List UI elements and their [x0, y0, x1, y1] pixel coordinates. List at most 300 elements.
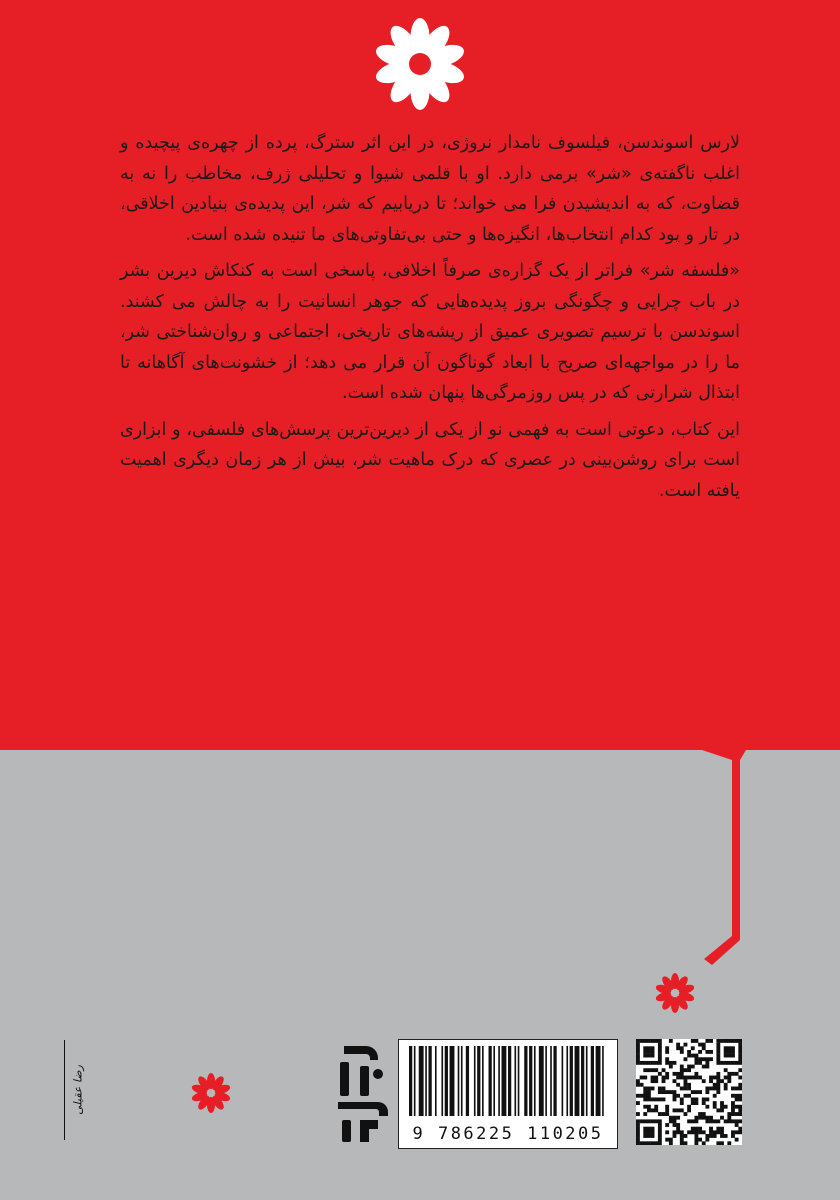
- barcode-bar: [508, 1046, 511, 1116]
- qr-module: [665, 1061, 669, 1065]
- barcode-bar: [498, 1046, 500, 1116]
- qr-module: [680, 1076, 684, 1080]
- qr-module: [647, 1050, 651, 1054]
- qr-module: [680, 1050, 684, 1054]
- qr-module: [643, 1076, 647, 1080]
- qr-module: [705, 1039, 709, 1043]
- barcode-bar: [562, 1046, 564, 1116]
- qr-module: [702, 1101, 706, 1105]
- barcode-bar: [461, 1046, 463, 1116]
- qr-module: [676, 1094, 680, 1098]
- qr-module: [680, 1046, 684, 1050]
- qr-module: [636, 1046, 640, 1050]
- qr-module: [738, 1061, 742, 1065]
- qr-module: [636, 1138, 640, 1142]
- qr-module: [647, 1127, 651, 1131]
- qr-module: [640, 1083, 644, 1087]
- barcode-bar: [514, 1046, 516, 1116]
- qr-module: [658, 1054, 662, 1058]
- qr-module: [658, 1134, 662, 1138]
- qr-module: [691, 1119, 695, 1123]
- qr-module: [705, 1090, 709, 1094]
- qr-module: [658, 1127, 662, 1131]
- qr-module: [654, 1097, 658, 1101]
- qr-module: [640, 1039, 644, 1043]
- qr-module: [716, 1061, 720, 1065]
- qr-module: [651, 1061, 655, 1065]
- barcode-bar: [502, 1046, 507, 1116]
- qr-module: [651, 1079, 655, 1083]
- qr-module: [673, 1123, 677, 1127]
- qr-module: [720, 1134, 724, 1138]
- barcode-bar: [441, 1046, 443, 1116]
- qr-module: [684, 1087, 688, 1091]
- qr-module: [698, 1138, 702, 1142]
- qr-module: [731, 1046, 735, 1050]
- qr-module: [643, 1134, 647, 1138]
- qr-module: [658, 1057, 662, 1061]
- barcode-bar: [474, 1046, 476, 1116]
- qr-module: [713, 1105, 717, 1109]
- barcode-bar: [435, 1046, 437, 1116]
- qr-module: [720, 1061, 724, 1065]
- qr-module: [716, 1050, 720, 1054]
- qr-module: [647, 1087, 651, 1091]
- qr-module: [687, 1105, 691, 1109]
- qr-module: [636, 1123, 640, 1127]
- qr-module: [684, 1076, 688, 1080]
- qr-module: [731, 1072, 735, 1076]
- qr-module: [654, 1105, 658, 1109]
- qr-module: [702, 1079, 706, 1083]
- qr-module: [658, 1046, 662, 1050]
- barcode-bar: [425, 1046, 427, 1116]
- qr-module: [713, 1076, 717, 1080]
- qr-module: [636, 1079, 640, 1083]
- qr-module: [720, 1105, 724, 1109]
- qr-module: [687, 1065, 691, 1069]
- qr-module: [643, 1097, 647, 1101]
- qr-module: [665, 1108, 669, 1112]
- qr-module: [720, 1141, 724, 1145]
- qr-module: [640, 1094, 644, 1098]
- qr-module: [684, 1057, 688, 1061]
- qr-module: [724, 1068, 728, 1072]
- qr-module: [669, 1138, 673, 1142]
- qr-module: [727, 1039, 731, 1043]
- qr-module: [731, 1134, 735, 1138]
- qr-module: [705, 1061, 709, 1065]
- qr-module: [716, 1046, 720, 1050]
- qr-module: [643, 1061, 647, 1065]
- qr-module: [694, 1141, 698, 1145]
- barcode-bar: [545, 1046, 547, 1116]
- qr-module: [738, 1112, 742, 1116]
- qr-module: [643, 1105, 647, 1109]
- qr-module: [698, 1061, 702, 1065]
- qr-module: [709, 1039, 713, 1043]
- qr-module: [738, 1057, 742, 1061]
- qr-module: [647, 1068, 651, 1072]
- qr-module: [647, 1119, 651, 1123]
- qr-module: [636, 1101, 640, 1105]
- qr-module: [636, 1061, 640, 1065]
- barcode-bars: [409, 1046, 607, 1116]
- qr-module: [651, 1119, 655, 1123]
- qr-module: [735, 1123, 739, 1127]
- qr-module: [716, 1090, 720, 1094]
- qr-module: [680, 1108, 684, 1112]
- qr-module: [694, 1061, 698, 1065]
- qr-module: [724, 1119, 728, 1123]
- qr-module: [720, 1127, 724, 1131]
- barcode-bar: [419, 1046, 424, 1116]
- qr-module: [658, 1087, 662, 1091]
- qr-module: [724, 1061, 728, 1065]
- qr-module: [680, 1138, 684, 1142]
- qr-module: [658, 1138, 662, 1142]
- qr-module: [680, 1068, 684, 1072]
- qr-module: [738, 1105, 742, 1109]
- qr-module: [694, 1138, 698, 1142]
- qr-module: [665, 1123, 669, 1127]
- barcode-bar: [428, 1046, 431, 1116]
- qr-module: [684, 1141, 688, 1145]
- qr-module: [651, 1097, 655, 1101]
- qr-module: [658, 1043, 662, 1047]
- qr-module: [735, 1105, 739, 1109]
- qr-module: [691, 1065, 695, 1069]
- qr-module: [643, 1127, 647, 1131]
- qr-module: [654, 1039, 658, 1043]
- qr-module: [705, 1105, 709, 1109]
- qr-module: [676, 1043, 680, 1047]
- qr-module: [724, 1039, 728, 1043]
- qr-module: [687, 1130, 691, 1134]
- qr-module: [687, 1108, 691, 1112]
- barcode-bar: [575, 1046, 580, 1116]
- qr-module: [658, 1039, 662, 1043]
- qr-module: [684, 1083, 688, 1087]
- qr-module: [665, 1105, 669, 1109]
- barcode-bar: [553, 1046, 556, 1116]
- qr-module: [735, 1112, 739, 1116]
- qr-module: [720, 1039, 724, 1043]
- qr-module: [731, 1061, 735, 1065]
- blurb-paragraph-2: «فلسفه شر» فراتر از یک گزاره‌ی صرفاً اخلاقی، پاسخی است به کنکاش دیرین بشر در باب چرایی و چگونگی بروز پدیده‌هایی که جوهر انسانیت را به چالش می کشند. اسوندسن با ترسیم تصویری عمیق از ریشه‌های تاریخی، اجتماعی و روان‌شناختی شر، ما را در مواجهه‌ای صریح با ابعاد گوناگون آن قرار می دهد؛ از خشونت‌های آگاهانه تا ابتذال شرارتی که در پس روزمرگی‌ها پنهان شده است.: [120, 261, 740, 403]
- isbn-barcode: [398, 1039, 618, 1149]
- qr-module: [687, 1087, 691, 1091]
- qr-module: [636, 1043, 640, 1047]
- qr-module: [651, 1141, 655, 1145]
- qr-module: [636, 1057, 640, 1061]
- qr-module: [698, 1057, 702, 1061]
- qr-module: [680, 1072, 684, 1076]
- qr-module: [702, 1112, 706, 1116]
- barcode-bar: [477, 1046, 480, 1116]
- qr-module: [651, 1039, 655, 1043]
- qr-module: [651, 1134, 655, 1138]
- flower-center: [207, 1089, 215, 1097]
- barcode-bar: [539, 1046, 544, 1116]
- qr-module: [647, 1141, 651, 1145]
- barcode-bar: [466, 1046, 469, 1116]
- qr-module: [636, 1119, 640, 1123]
- qr-module: [676, 1116, 680, 1120]
- qr-module: [680, 1141, 684, 1145]
- qr-module: [636, 1141, 640, 1145]
- qr-module: [680, 1101, 684, 1105]
- qr-module: [662, 1068, 666, 1072]
- qr-module: [698, 1043, 702, 1047]
- qr-module: [731, 1101, 735, 1105]
- blurb-paragraph-3: این کتاب، دعوتی است به فهمی نو از یکی از دیرین‌ترین پرسش‌های فلسفی، و ابزاری است برای روشن‌بینی در عصری که درک ماهیت شر، بیش از هر زمان دیگری اهمیت یافته است.: [120, 419, 740, 501]
- qr-module: [658, 1141, 662, 1145]
- qr-module: [640, 1061, 644, 1065]
- qr-module: [735, 1094, 739, 1098]
- qr-module: [702, 1130, 706, 1134]
- qr-module: [647, 1061, 651, 1065]
- qr-module: [716, 1130, 720, 1134]
- qr-module: [724, 1134, 728, 1138]
- qr-module: [673, 1061, 677, 1065]
- qr-module: [654, 1079, 658, 1083]
- qr-module: [658, 1050, 662, 1054]
- qr-module: [680, 1097, 684, 1101]
- qr-module: [738, 1043, 742, 1047]
- qr-module: [716, 1141, 720, 1145]
- qr-module: [658, 1119, 662, 1123]
- qr-module: [654, 1141, 658, 1145]
- qr-module: [673, 1130, 677, 1134]
- qr-module: [735, 1097, 739, 1101]
- qr-module: [702, 1046, 706, 1050]
- qr-module: [731, 1105, 735, 1109]
- qr-module: [698, 1116, 702, 1120]
- qr-module: [691, 1039, 695, 1043]
- qr-module: [702, 1057, 706, 1061]
- qr-module: [727, 1046, 731, 1050]
- qr-module: [705, 1119, 709, 1123]
- qr-module: [665, 1072, 669, 1076]
- qr-module: [716, 1108, 720, 1112]
- qr-module: [716, 1039, 720, 1043]
- barcode-bar: [586, 1046, 588, 1116]
- qr-module: [709, 1050, 713, 1054]
- qr-module: [713, 1130, 717, 1134]
- barcode-bar: [450, 1046, 455, 1116]
- qr-module: [647, 1046, 651, 1050]
- qr-module: [654, 1061, 658, 1065]
- qr-module: [643, 1068, 647, 1072]
- qr-module: [673, 1072, 677, 1076]
- qr-module: [676, 1123, 680, 1127]
- qr-module: [713, 1119, 717, 1123]
- back-cover-blurb: [120, 128, 740, 512]
- qr-module: [687, 1068, 691, 1072]
- flower-center: [671, 989, 679, 997]
- qr-module: [691, 1101, 695, 1105]
- qr-module: [643, 1087, 647, 1091]
- qr-module: [702, 1141, 706, 1145]
- qr-module: [738, 1130, 742, 1134]
- qr-module: [709, 1134, 713, 1138]
- qr-module: [702, 1065, 706, 1069]
- qr-module: [705, 1116, 709, 1120]
- qr-module: [713, 1083, 717, 1087]
- qr-module: [735, 1061, 739, 1065]
- qr-module: [662, 1087, 666, 1091]
- barcode-bar: [570, 1046, 573, 1116]
- qr-module: [716, 1054, 720, 1058]
- qr-module: [702, 1097, 706, 1101]
- flower-icon: [652, 970, 698, 1016]
- qr-module: [654, 1076, 658, 1080]
- qr-module: [735, 1138, 739, 1142]
- qr-module: [673, 1097, 677, 1101]
- qr-module: [702, 1116, 706, 1120]
- qr-module: [651, 1130, 655, 1134]
- barcode-bar: [534, 1046, 536, 1116]
- publisher-logo: [330, 1040, 390, 1148]
- qr-module: [643, 1112, 647, 1116]
- qr-module: [702, 1043, 706, 1047]
- qr-module: [636, 1130, 640, 1134]
- qr-module: [705, 1087, 709, 1091]
- qr-module: [651, 1087, 655, 1091]
- flower-icon: [189, 1071, 233, 1115]
- barcode-bar: [566, 1046, 568, 1116]
- qr-module: [673, 1116, 677, 1120]
- qr-module: [636, 1039, 640, 1043]
- qr-module: [698, 1050, 702, 1054]
- qr-module: [658, 1097, 662, 1101]
- qr-module: [665, 1112, 669, 1116]
- barcode-bar: [596, 1046, 601, 1116]
- barcode-bar: [550, 1046, 552, 1116]
- qr-module: [665, 1057, 669, 1061]
- barcode-bar: [529, 1046, 532, 1116]
- qr-module: [691, 1130, 695, 1134]
- qr-module: [647, 1094, 651, 1098]
- qr-module: [636, 1083, 640, 1087]
- qr-module: [727, 1072, 731, 1076]
- qr-module: [713, 1101, 717, 1105]
- qr-module: [738, 1108, 742, 1112]
- qr-module: [709, 1057, 713, 1061]
- qr-module: [636, 1127, 640, 1131]
- qr-module: [673, 1108, 677, 1112]
- qr-module: [643, 1050, 647, 1054]
- qr-module: [694, 1090, 698, 1094]
- flower-icon: [368, 12, 472, 116]
- qr-module: [738, 1054, 742, 1058]
- qr-module: [651, 1046, 655, 1050]
- qr-module: [731, 1108, 735, 1112]
- barcode-bar: [493, 1046, 495, 1116]
- qr-module: [709, 1130, 713, 1134]
- qr-module: [691, 1097, 695, 1101]
- qr-module: [676, 1076, 680, 1080]
- qr-module: [727, 1119, 731, 1123]
- qr-module: [738, 1097, 742, 1101]
- qr-module: [651, 1108, 655, 1112]
- qr-module: [694, 1057, 698, 1061]
- qr-module: [716, 1072, 720, 1076]
- qr-module: [727, 1112, 731, 1116]
- qr-module: [705, 1065, 709, 1069]
- qr-module: [727, 1061, 731, 1065]
- qr-module: [716, 1127, 720, 1131]
- qr-module: [669, 1061, 673, 1065]
- qr-module: [694, 1054, 698, 1058]
- qr-module: [705, 1057, 709, 1061]
- qr-module: [684, 1112, 688, 1116]
- qr-module: [640, 1076, 644, 1080]
- qr-module: [698, 1127, 702, 1131]
- qr-module: [727, 1141, 731, 1145]
- qr-module: [673, 1090, 677, 1094]
- qr-module: [735, 1039, 739, 1043]
- qr-module: [669, 1039, 673, 1043]
- qr-module: [662, 1076, 666, 1080]
- qr-module: [705, 1097, 709, 1101]
- qr-module: [640, 1141, 644, 1145]
- qr-module: [676, 1127, 680, 1131]
- qr-module: [698, 1090, 702, 1094]
- barcode-bar: [445, 1046, 448, 1116]
- qr-module: [680, 1065, 684, 1069]
- qr-module: [636, 1112, 640, 1116]
- designer-signature: [60, 1040, 96, 1140]
- qr-module: [658, 1112, 662, 1116]
- qr-module: [727, 1076, 731, 1080]
- qr-module: [691, 1076, 695, 1080]
- barcode-bar: [524, 1046, 527, 1116]
- qr-module: [731, 1130, 735, 1134]
- qr-module: [716, 1083, 720, 1087]
- qr-module: [738, 1076, 742, 1080]
- qr-module: [705, 1050, 709, 1054]
- qr-module: [720, 1130, 724, 1134]
- qr-module: [687, 1076, 691, 1080]
- qr-module: [698, 1130, 702, 1134]
- signature-line: [64, 1040, 65, 1140]
- qr-module: [716, 1057, 720, 1061]
- qr-module: [691, 1054, 695, 1058]
- isbn-number: 9 786225 110205: [412, 1124, 604, 1144]
- qr-module: [643, 1039, 647, 1043]
- qr-module: [673, 1134, 677, 1138]
- qr-module: [669, 1141, 673, 1145]
- qr-module: [687, 1094, 691, 1098]
- qr-module: [669, 1116, 673, 1120]
- qr-module: [727, 1054, 731, 1058]
- qr-module: [731, 1112, 735, 1116]
- barcode-bar: [602, 1046, 604, 1116]
- barcode-bar: [482, 1046, 484, 1116]
- qr-module: [724, 1087, 728, 1091]
- qr-module: [716, 1087, 720, 1091]
- qr-module: [705, 1138, 709, 1142]
- qr-module: [647, 1097, 651, 1101]
- qr-module: [658, 1072, 662, 1076]
- qr-module: [651, 1054, 655, 1058]
- barcode-bar: [518, 1046, 520, 1116]
- qr-module: [724, 1083, 728, 1087]
- qr-module: [669, 1090, 673, 1094]
- qr-module: [731, 1094, 735, 1098]
